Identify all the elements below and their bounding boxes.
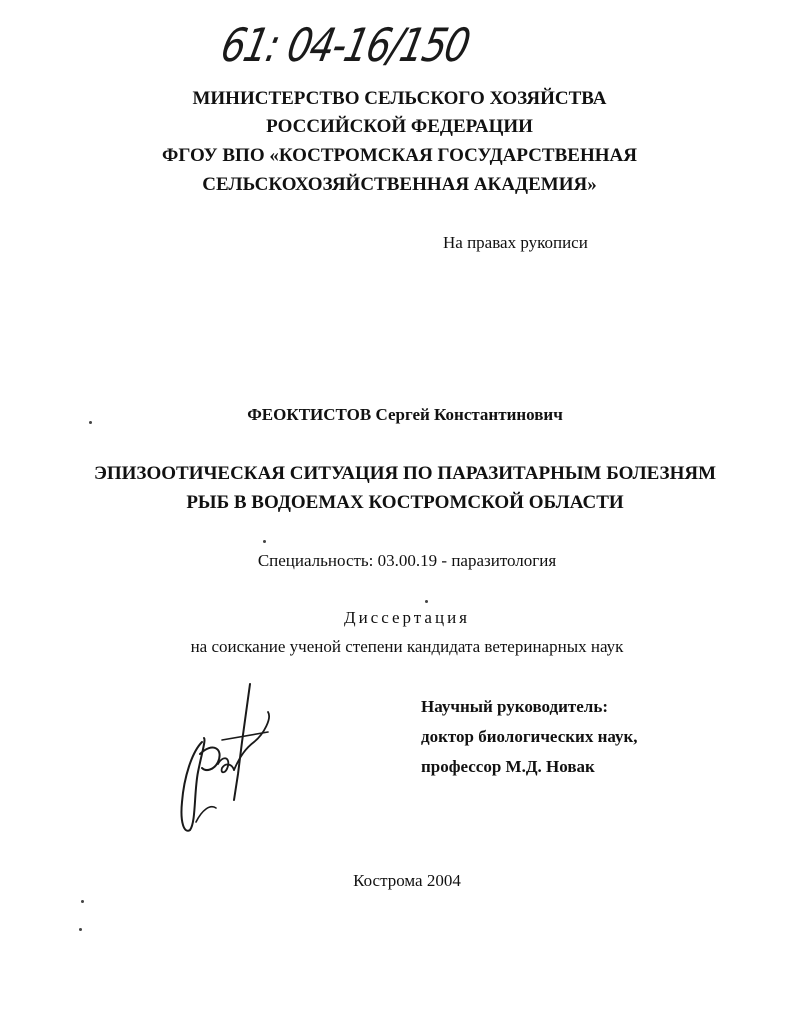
dissertation-title-line-1: ЭПИЗООТИЧЕСКАЯ СИТУАЦИЯ ПО ПАРАЗИТАРНЫМ БОЛЕЗНЯМ: [93, 463, 717, 484]
institution-line-2: РОССИЙСКОЙ ФЕДЕРАЦИИ: [266, 116, 533, 137]
scan-speck: [79, 928, 82, 931]
scan-speck: [425, 600, 428, 603]
specialty-separator: -: [441, 551, 448, 570]
dissertation-title-line-2: РЫБ В ВОДОЕМАХ КОСТРОМСКОЙ ОБЛАСТИ: [186, 492, 624, 513]
scan-speck: [263, 540, 266, 543]
supervisor-degree: доктор биологических наук,: [421, 727, 638, 746]
author-surname: ФЕОКТИСТОВ: [247, 405, 372, 424]
scan-speck: [81, 900, 84, 903]
manuscript-rights-note: На правах рукописи: [443, 233, 588, 252]
place-and-year: Кострома 2004: [353, 871, 461, 890]
author-given-names: Сергей Константинович: [375, 405, 563, 424]
author-name: [0, 405, 799, 425]
specialty-label: Специальность:: [257, 551, 374, 570]
specialty-line: [0, 551, 799, 571]
handwritten-signature: [172, 682, 282, 842]
supervisor-name: профессор М.Д. Новак: [421, 757, 595, 776]
institution-line-4: СЕЛЬСКОХОЗЯЙСТВЕННАЯ АКАДЕМИЯ»: [202, 174, 597, 195]
document-type: Диссертация: [343, 608, 470, 627]
scan-speck: [89, 421, 92, 424]
specialty-name: паразитология: [451, 551, 557, 570]
specialty-code: 03.00.19: [377, 551, 438, 570]
handwritten-catalog-number: 61: 04-16/150: [216, 18, 474, 72]
degree-line: на соискание ученой степени кандидата ветеринарных наук: [190, 637, 624, 656]
institution-line-3: ФГОУ ВПО «КОСТРОМСКАЯ ГОСУДАРСТВЕННАЯ: [162, 145, 637, 166]
supervisor-label: Научный руководитель:: [421, 697, 608, 716]
institution-line-1: МИНИСТЕРСТВО СЕЛЬСКОГО ХОЗЯЙСТВА: [192, 88, 607, 109]
